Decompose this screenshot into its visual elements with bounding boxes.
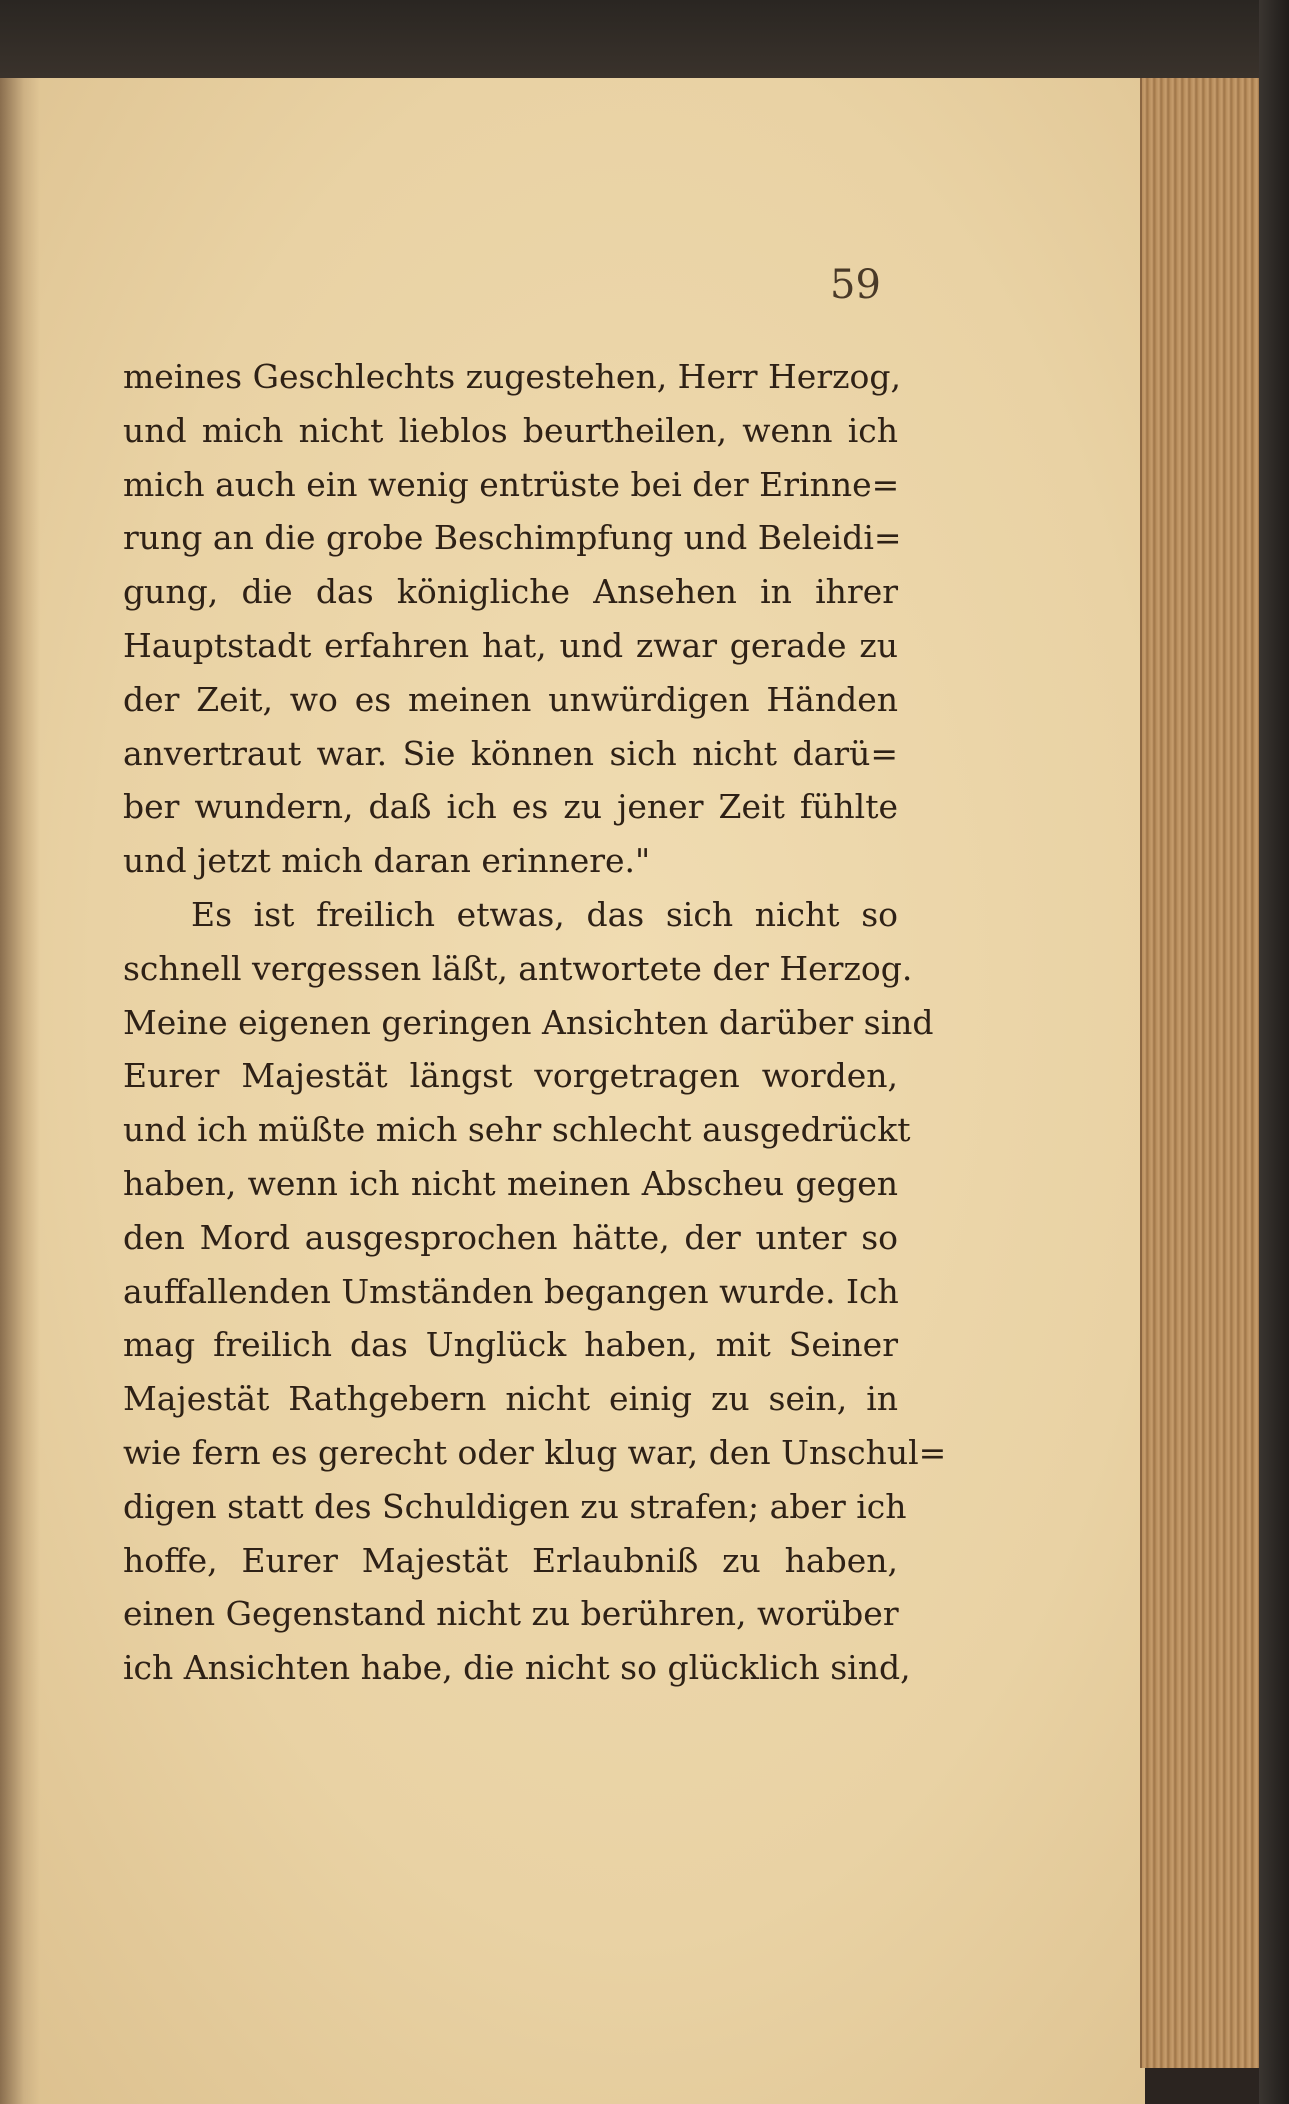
text-line: und jetzt mich daran erinnere." [123, 841, 651, 881]
text-line: Eurer Majestät längst vorgetragen worden, [123, 1056, 898, 1096]
text-line: anvertraut war. Sie können sich nicht darü= [123, 733, 898, 773]
page-number: 59 [830, 262, 881, 308]
text-line: Meine eigenen geringen Ansichten darüber sind [123, 1002, 934, 1042]
text-line: und ich müßte mich sehr schlecht ausgedrückt [123, 1110, 911, 1150]
text-line: mich auch ein wenig entrüste bei der Erinne= [123, 464, 900, 504]
text-line: ich Ansichten habe, die nicht so glücklich sind, [123, 1648, 911, 1688]
text-line: hoffe, Eurer Majestät Erlaubniß zu haben, [123, 1540, 898, 1580]
book-cover-top [0, 0, 1289, 84]
text-line: ber wundern, daß ich es zu jener Zeit fühlte [123, 787, 898, 827]
text-line: Es ist freilich etwas, das sich nicht so [191, 894, 898, 934]
page-edges [1140, 78, 1264, 2068]
book-cover-right [1259, 0, 1289, 2104]
page-gutter [0, 78, 40, 2104]
body-text [123, 350, 947, 1695]
text-line: einen Gegenstand nicht zu berühren, worüber [123, 1594, 899, 1634]
text-line: schnell vergessen läßt, antwortete der Herzog. [123, 948, 913, 988]
text-line: gung, die das königliche Ansehen in ihrer [123, 572, 898, 612]
text-line: der Zeit, wo es meinen unwürdigen Händen [123, 679, 898, 719]
text-line: Majestät Rathgebern nicht einig zu sein, in [123, 1379, 898, 1419]
text-line: den Mord ausgesprochen hätte, der unter so [123, 1217, 898, 1257]
text-line: rung an die grobe Beschimpfung und Beleidi= [123, 518, 902, 558]
text-line: auffallenden Umständen begangen wurde. Ich [123, 1271, 899, 1311]
text-line: mag freilich das Unglück haben, mit Seiner [123, 1325, 898, 1365]
text-line: wie fern es gerecht oder klug war, den Unschul= [123, 1432, 947, 1472]
text-line: meines Geschlechts zugestehen, Herr Herzog, [123, 357, 901, 396]
text-line: Hauptstadt erfahren hat, und zwar gerade zu [123, 625, 898, 665]
text-line: digen statt des Schuldigen zu strafen; aber ich [123, 1486, 907, 1526]
text-line: haben, wenn ich nicht meinen Abscheu gegen [123, 1163, 898, 1203]
text-line: und mich nicht lieblos beurtheilen, wenn ich [123, 410, 898, 450]
